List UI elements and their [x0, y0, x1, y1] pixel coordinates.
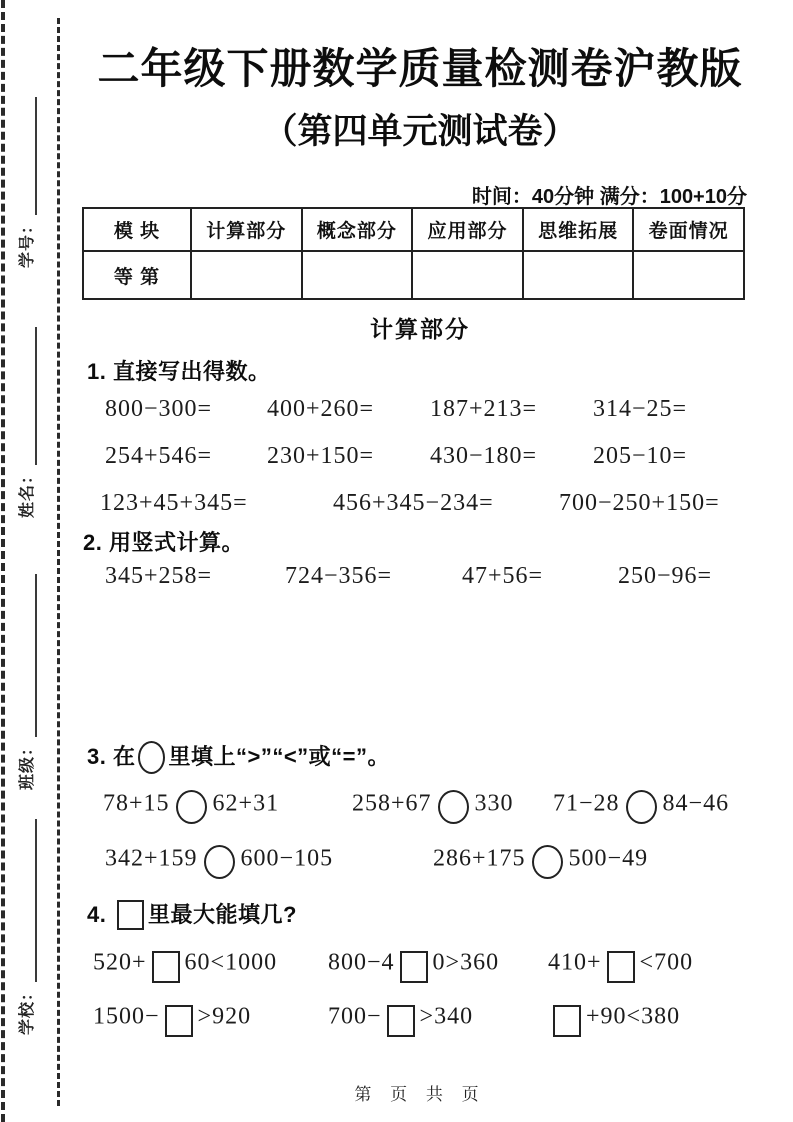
answer-box[interactable] — [400, 951, 428, 983]
page-subtitle: （第四单元测试卷） — [262, 112, 578, 151]
comparison-item: 342+159 600−105 — [105, 843, 333, 877]
answer-box[interactable] — [607, 951, 635, 983]
name-blank-line[interactable] — [19, 327, 37, 465]
class-blank-line[interactable] — [19, 574, 37, 737]
grade-cell-calculation[interactable] — [191, 251, 302, 299]
answer-circle[interactable] — [626, 790, 657, 824]
school-label: 学校： — [19, 983, 36, 1035]
page-title: 二年级下册数学质量检测卷沪教版 — [97, 45, 743, 92]
equation[interactable]: 345+258= — [105, 563, 213, 589]
comparison-item: 78+15 62+31 — [103, 788, 279, 822]
comparison-item: 286+175 500−49 — [433, 843, 648, 877]
fill-box-item: 410+ <700 — [548, 948, 693, 980]
grade-cell-thinking[interactable] — [523, 251, 634, 299]
page-footer: 第 页 共 页 — [354, 1085, 486, 1104]
equation[interactable]: 250−96= — [618, 563, 713, 589]
score-table-grade-row — [83, 251, 744, 299]
equation[interactable]: 724−356= — [285, 563, 393, 589]
grade-cell-neatness[interactable] — [633, 251, 744, 299]
class-field — [14, 565, 48, 790]
problem-3-title — [87, 740, 390, 775]
equation[interactable]: 187+213= — [430, 396, 538, 422]
score-table-header-neatness: 卷面情况 — [633, 208, 744, 251]
equation[interactable]: 430−180= — [430, 443, 538, 469]
score-table-header-application: 应用部分 — [412, 208, 523, 251]
score-table-header-calculation: 计算部分 — [191, 208, 302, 251]
problem-4-title-pre: 4. — [87, 902, 113, 927]
fill-box-icon — [117, 900, 144, 930]
grade-cell-concept[interactable] — [302, 251, 413, 299]
school-blank-line[interactable] — [19, 819, 37, 982]
equation[interactable]: 700−250+150= — [559, 490, 720, 516]
equation[interactable]: 205−10= — [593, 443, 688, 469]
worksheet-body — [85, 0, 755, 1122]
problem-1-title: 1. 直接写出得数。 — [87, 359, 271, 384]
section-title-calculation: 计算部分 — [370, 316, 470, 342]
equation[interactable]: 254+546= — [105, 443, 213, 469]
answer-circle[interactable] — [176, 790, 207, 824]
answer-box[interactable] — [152, 951, 180, 983]
score-table-header-thinking: 思维拓展 — [523, 208, 634, 251]
answer-box[interactable] — [553, 1005, 581, 1037]
student-id-blank-line[interactable] — [19, 97, 37, 215]
grade-cell-application[interactable] — [412, 251, 523, 299]
answer-circle[interactable] — [204, 845, 235, 879]
student-id-field — [14, 88, 48, 268]
score-table-header-concept: 概念部分 — [302, 208, 413, 251]
paper-edge-dashed-line — [1, 0, 5, 1122]
equation[interactable]: 800−300= — [105, 396, 213, 422]
answer-circle[interactable] — [532, 845, 563, 879]
problem-2-title: 2. 用竖式计算。 — [83, 530, 244, 555]
fill-box-item: 700− >340 — [328, 1002, 473, 1034]
score-table-header-module: 模 块 — [83, 208, 191, 251]
grade-row-label: 等 第 — [83, 251, 191, 299]
comparison-item: 258+67 330 — [352, 788, 514, 822]
equation[interactable]: 47+56= — [462, 563, 544, 589]
answer-circle[interactable] — [438, 790, 469, 824]
equation[interactable]: 456+345−234= — [333, 490, 494, 516]
name-field — [14, 318, 48, 518]
comparison-item: 71−28 84−46 — [553, 788, 729, 822]
problem-4-title — [87, 898, 297, 931]
name-label: 姓名： — [19, 466, 36, 518]
equation[interactable]: 400+260= — [267, 396, 375, 422]
equation[interactable]: 230+150= — [267, 443, 375, 469]
problem-3-title-post: 里填上“>”“<”或“=”。 — [168, 744, 391, 769]
score-table — [82, 207, 745, 300]
school-field — [14, 810, 48, 1035]
fill-box-item: +90<380 — [548, 1002, 680, 1034]
equation[interactable]: 123+45+345= — [100, 490, 248, 516]
exam-time-score-info: 时间：40分钟 满分：100+10分 — [471, 186, 747, 208]
fill-box-item: 800−4 0>360 — [328, 948, 499, 980]
equation[interactable]: 314−25= — [593, 396, 688, 422]
score-table-header-row — [83, 208, 744, 251]
comparison-circle-icon — [138, 741, 165, 774]
cut-dashed-line — [57, 18, 60, 1106]
answer-box[interactable] — [387, 1005, 415, 1037]
problem-3-title-pre: 3. 在 — [87, 744, 136, 769]
answer-box[interactable] — [165, 1005, 193, 1037]
problem-4-title-post: 里最大能填几? — [147, 902, 297, 927]
fill-box-item: 1500− >920 — [93, 1002, 251, 1034]
class-label: 班级： — [19, 738, 36, 790]
student-id-label: 学号： — [19, 216, 36, 268]
fill-box-item: 520+ 60<1000 — [93, 948, 277, 980]
